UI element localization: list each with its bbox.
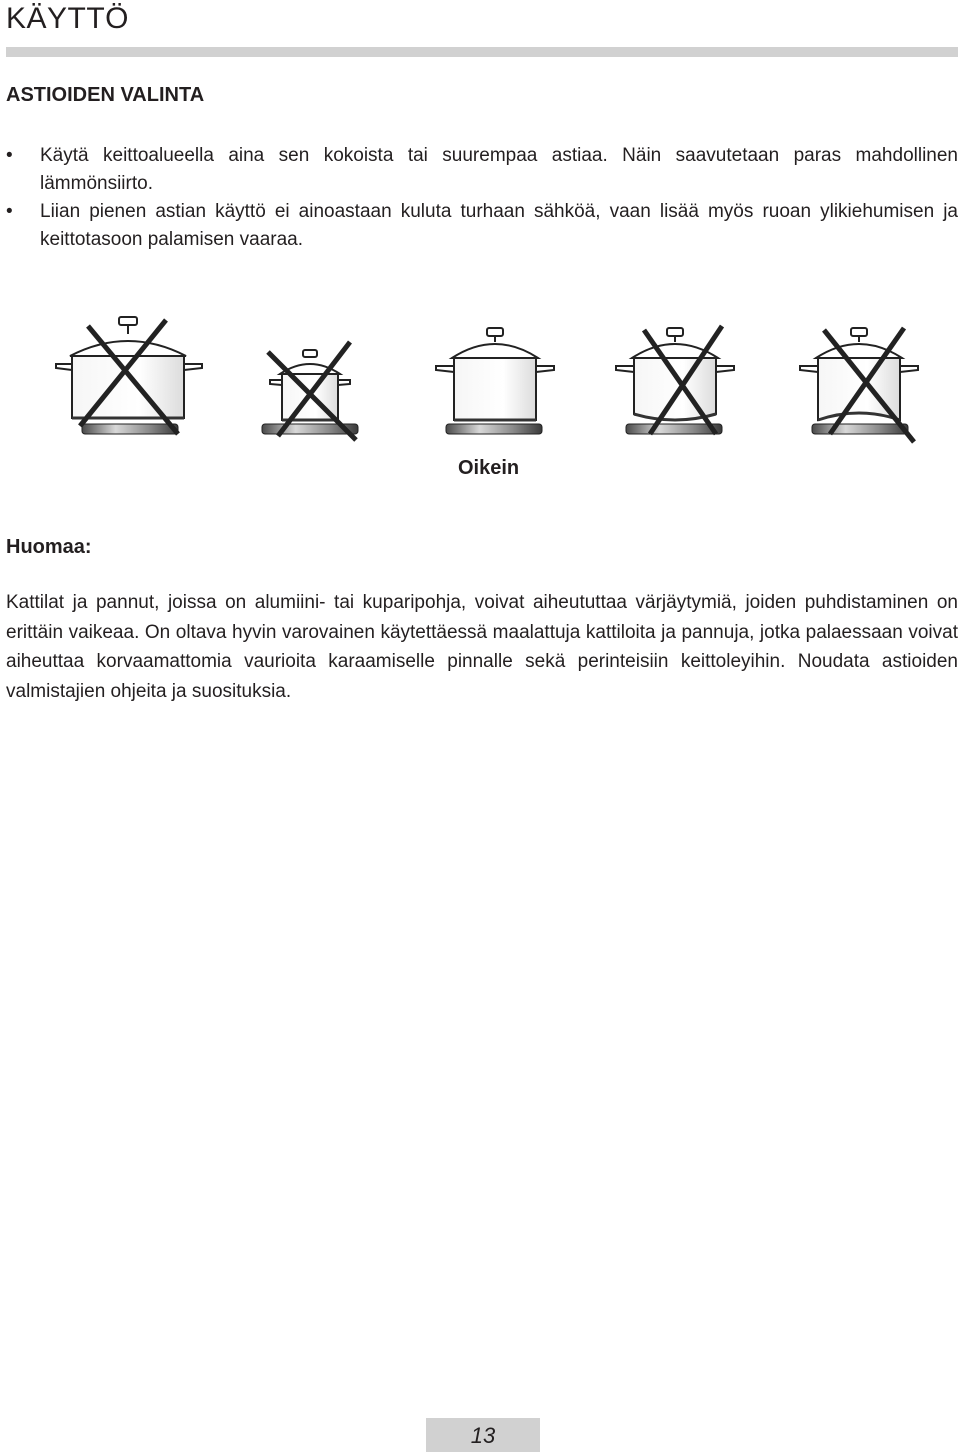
bullet-item: • Käytä keittoalueella aina sen kokoista tai suurempaa astiaa. Näin saavutetaan paras mahdollinen lämmönsiirto. (6, 142, 958, 198)
section-heading: ASTIOIDEN VALINTA (6, 84, 205, 106)
note-heading: Huomaa: (6, 536, 92, 558)
pot-too-small-crossed-icon (262, 342, 358, 440)
pot-overhanging-crossed-icon (56, 317, 202, 434)
page-number-box (426, 1418, 540, 1452)
page-title: KÄYTTÖ (6, 2, 130, 35)
pot-correct-icon (436, 328, 554, 434)
cookware-illustration (0, 310, 960, 450)
note-text: Kattilat ja pannut, joissa on alumiini- tai kuparipohja, voivat aiheututtaa värjäytymiä, joiden puhdistaminen on erittäin vaikeaa. On oltava hyvin varovainen käytettäessä maalattuja kattiloita ja pannuja, jotka palaessaan voivat aiheuttaa korvaamattomia vaurioita karaamiselle pinnalle sekä perinteisiin keittoleyihin. Noudata astioiden valmistajien ohjeita ja suosituksia. (6, 592, 958, 702)
pot-warped-base-crossed-icon (800, 328, 918, 442)
page-number: 13 (470, 1423, 496, 1448)
pot-uneven-base-crossed-icon (616, 326, 734, 434)
title-underline-bar (6, 47, 958, 57)
correct-label: Oikein (458, 457, 520, 479)
bullet-item: • Liian pienen astian käyttö ei ainoastaan kuluta turhaan sähköä, vaan lisää myös ruoan ylikiehumisen ja keittotasoon palamisen vaaraa. (6, 198, 958, 254)
bullet-list (6, 142, 958, 254)
